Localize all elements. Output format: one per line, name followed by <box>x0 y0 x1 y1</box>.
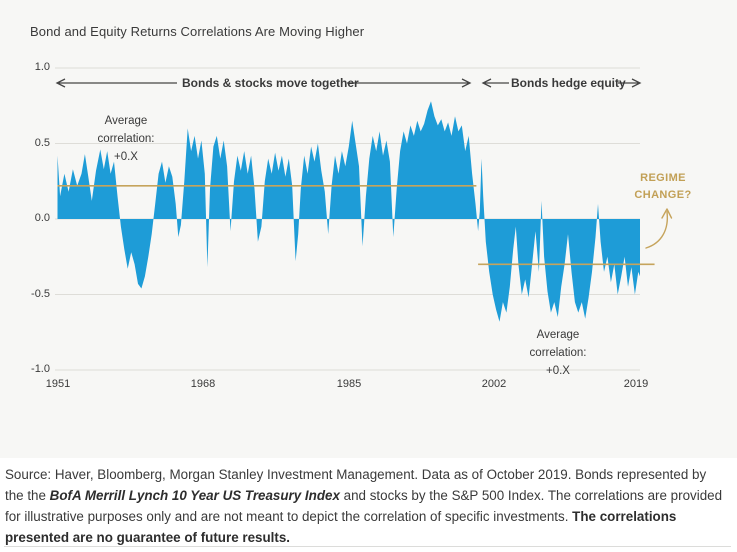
hedge-left-arrow-icon <box>483 79 509 87</box>
regime-change-line2: CHANGE? <box>634 189 692 201</box>
regime-change-line1: REGIME <box>640 172 686 184</box>
regime-change-label <box>613 170 713 204</box>
x-axis-tick-label: 2019 <box>623 378 649 390</box>
left-arrow-icon <box>57 79 177 87</box>
avg-top-line3: +0.X <box>114 151 138 163</box>
source-note-text: Source: Haver, Bloomberg, Morgan Stanley Investment Management. Data as of October 2019. Bonds represented by the the BofA Merrill Lynch 10 Year US Treasury Index and stocks by the S&P 500 Index. The correlations are provided for illustrative purposes only and are not meant to depict the correlation of specific investments. The correlations presented are no guarantee of future results. <box>5 467 723 545</box>
y-axis-tick-label: 0.0 <box>34 212 50 224</box>
chart-title: Bond and Equity Returns Correlations Are Moving Higher <box>30 24 365 39</box>
x-axis-tick-label: 1985 <box>336 378 362 390</box>
x-axis-tick-label: 1951 <box>45 378 71 390</box>
footer-divider <box>4 546 731 547</box>
y-axis-tick-label: 0.5 <box>34 137 50 149</box>
x-axis-tick-label: 1968 <box>190 378 216 390</box>
avg-top-line2: correlation: <box>97 133 155 145</box>
avg-bottom-line3: +0.X <box>546 365 570 377</box>
avg-top-line1: Average <box>104 115 148 127</box>
regime-right-label: Bonds hedge equity <box>511 76 626 90</box>
avg-bottom-line1: Average <box>536 329 580 341</box>
regime-left-label: Bonds & stocks move together <box>182 76 359 90</box>
x-axis-tick-label: 2002 <box>481 378 507 390</box>
y-axis-tick-label: 1.0 <box>34 61 50 73</box>
y-axis-tick-label: -1.0 <box>31 363 50 375</box>
footer-section <box>0 458 737 552</box>
avg-bottom-line2: correlation: <box>529 347 587 359</box>
avg-correlation-bottom-label <box>507 326 609 380</box>
y-axis-tick-label: -0.5 <box>31 288 50 300</box>
right-arrow-icon <box>347 79 470 87</box>
avg-correlation-top-label <box>75 112 177 166</box>
regime-change-arrow-icon <box>646 209 672 248</box>
